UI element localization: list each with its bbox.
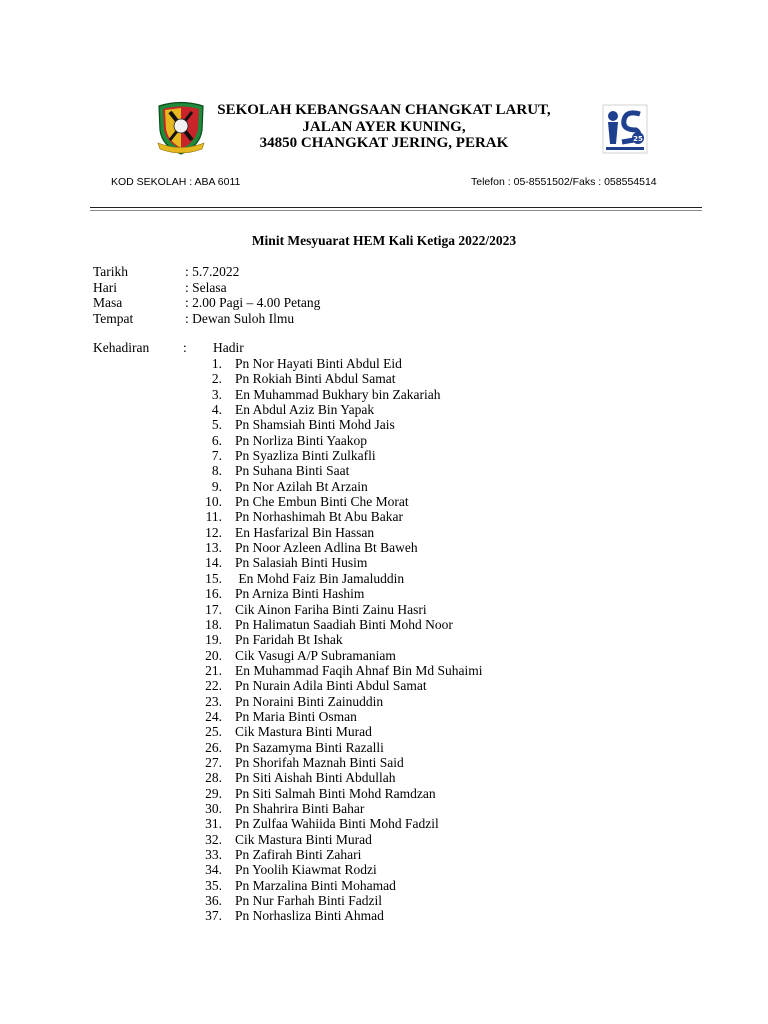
list-item-number: 27. (205, 754, 222, 770)
attendee-name: En Hasfarizal Bin Hassan (235, 524, 375, 540)
attendee-name: Cik Mastura Binti Murad (235, 724, 372, 740)
list-item-number: 8. (211, 463, 222, 479)
attendee-name: Pn Suhana Binti Saat (235, 463, 350, 479)
list-item-number: 6. (211, 432, 222, 448)
attendee-name: Pn Maria Binti Osman (235, 708, 357, 724)
list-item-number: 35. (205, 877, 222, 893)
hadir-label: Hadir (213, 340, 244, 355)
list-item-number: 32. (205, 831, 222, 847)
attendee-name: Pn Norliza Binti Yaakop (235, 432, 368, 448)
list-item-number: 21. (205, 662, 222, 678)
school-address-line: 34850 CHANGKAT JERING, PERAK (259, 135, 509, 151)
kod-sekolah-text: KOD SEKOLAH : ABA 6011 (111, 176, 241, 188)
attendee-name: Pn Nor Azilah Bt Arzain (235, 478, 368, 494)
school-name-line: SEKOLAH KEBANGSAAN CHANGKAT LARUT, (217, 102, 551, 118)
list-item-number: 22. (205, 678, 222, 694)
attendee-name: Cik Ainon Fariha Binti Zainu Hasri (235, 601, 427, 617)
attendee-name: Pn Halimatun Saadiah Binti Mohd Noor (235, 616, 453, 632)
list-item-number: 24. (205, 708, 222, 724)
attendee-name: Pn Siti Aishah Binti Abdullah (235, 770, 396, 786)
list-item-number: 14. (205, 555, 222, 571)
attendee-name: Pn Siti Salmah Binti Mohd Ramdzan (235, 785, 436, 801)
list-item-number: 33. (205, 847, 222, 862)
attendee-name: Pn Yoolih Kiawmat Rodzi (235, 862, 377, 878)
list-item-number: 36. (205, 893, 222, 909)
attendee-name: Pn Noraini Binti Zainuddin (235, 693, 384, 709)
list-item-number: 16. (205, 586, 222, 602)
school-address-line: JALAN AYER KUNING, (302, 118, 466, 135)
detail-value: : Dewan Suloh Ilmu (185, 310, 295, 326)
logo-number: 25 (633, 135, 643, 143)
header-divider (90, 207, 702, 208)
list-item-number: 1. (211, 356, 222, 371)
list-item-number: 11. (205, 509, 222, 525)
attendee-name: Pn Norhashimah Bt Abu Bakar (235, 509, 403, 525)
header-divider-thin (90, 210, 702, 211)
attendee-name: En Muhammad Faqih Ahnaf Bin Md Suhaimi (235, 662, 483, 678)
attendee-name: Pn Che Embun Binti Che Morat (235, 494, 409, 510)
attendee-name: Pn Nor Hayati Binti Abdul Eid (235, 356, 402, 371)
list-item-number: 34. (205, 862, 222, 878)
list-item-number: 3. (211, 386, 222, 402)
list-item-number: 15. (205, 570, 222, 586)
list-item-number: 5. (211, 417, 222, 433)
attendee-name: En Mohd Faiz Bin Jamaluddin (235, 570, 405, 586)
attendee-name: En Muhammad Bukhary bin Zakariah (235, 386, 441, 402)
attendee-name: Pn Shahrira Binti Bahar (235, 800, 365, 816)
document-title: Minit Mesyuarat HEM Kali Ketiga 2022/2023 (251, 233, 517, 248)
list-item-number: 23. (205, 693, 222, 709)
detail-value: : Selasa (185, 279, 227, 295)
attendee-name: Pn Faridah Bt Ishak (235, 632, 343, 648)
attendee-name: Pn Nur Farhah Binti Fadzil (235, 893, 382, 909)
attendee-name: Pn Marzalina Binti Mohamad (235, 877, 396, 893)
attendee-name: Pn Rokiah Binti Abdul Samat (235, 371, 396, 387)
list-item-number: 25. (205, 724, 222, 740)
list-item-number: 17. (205, 601, 222, 617)
attendee-name: Pn Shorifah Maznah Binti Said (235, 754, 404, 770)
list-item-number: 19. (205, 632, 222, 648)
list-item-number: 37. (205, 908, 222, 924)
attendee-name: Pn Noor Azleen Adlina Bt Baweh (235, 540, 418, 556)
detail-value: : 5.7.2022 (185, 264, 240, 279)
list-item-number: 18. (205, 616, 222, 632)
list-item-number: 28. (205, 770, 222, 786)
attendee-name: Pn Salasiah Binti Husim (235, 555, 368, 571)
list-item-number: 31. (205, 816, 222, 832)
attendee-name: En Abdul Aziz Bin Yapak (235, 402, 375, 418)
attendee-name: Pn Sazamyma Binti Razalli (235, 739, 384, 755)
list-item-number: 20. (205, 647, 222, 663)
anniversary-logo (602, 104, 648, 154)
attendee-name: Pn Arniza Binti Hashim (235, 586, 365, 602)
attendee-name: Cik Vasugi A/P Subramaniam (235, 647, 396, 663)
list-item-number: 4. (211, 402, 222, 418)
attendee-name: Pn Nurain Adila Binti Abdul Samat (235, 678, 427, 694)
list-item-number: 2. (211, 371, 222, 387)
school-name-address (200, 102, 568, 152)
detail-label: Masa (93, 295, 123, 310)
detail-value: : 2.00 Pagi – 4.00 Petang (185, 295, 321, 310)
attendee-name: Pn Norhasliza Binti Ahmad (235, 908, 384, 924)
detail-label: Tempat (93, 310, 134, 326)
detail-label: Hari (93, 279, 117, 295)
list-item-number: 9. (211, 478, 222, 494)
kehadiran-colon: : (183, 340, 187, 355)
list-item-number: 13. (205, 540, 222, 556)
attendee-name: Pn Zulfaa Wahiida Binti Mohd Fadzil (235, 816, 439, 832)
attendee-name: Cik Mastura Binti Murad (235, 831, 372, 847)
attendee-name: Pn Zafirah Binti Zahari (235, 847, 362, 862)
attendee-name: Pn Syazliza Binti Zulkafli (235, 448, 376, 464)
list-item-number: 7. (211, 448, 222, 464)
list-item-number: 30. (205, 800, 222, 816)
detail-label: Tarikh (93, 264, 129, 279)
telefon-faks-text: Telefon : 05-8551502/Faks : 058554514 (471, 176, 657, 188)
school-crest-logo (156, 100, 206, 156)
list-item-number: 29. (205, 785, 222, 801)
list-item-number: 12. (205, 524, 222, 540)
attendee-name: Pn Shamsiah Binti Mohd Jais (235, 417, 395, 433)
kehadiran-label: Kehadiran (93, 340, 150, 355)
list-item-number: 26. (205, 739, 222, 755)
list-item-number: 10. (205, 494, 222, 510)
